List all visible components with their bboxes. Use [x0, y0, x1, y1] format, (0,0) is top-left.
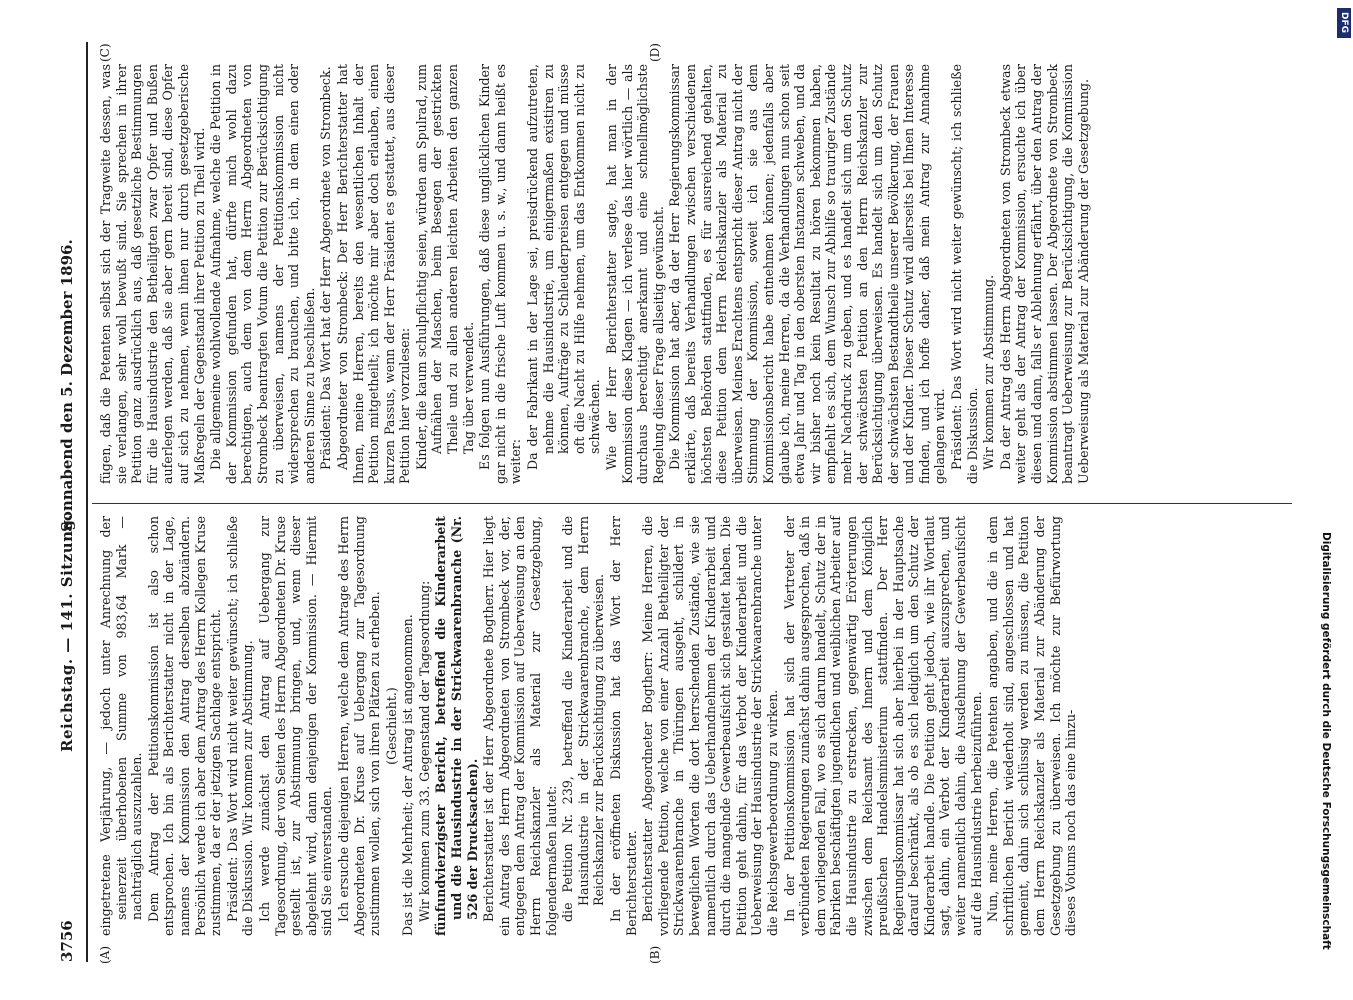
margin-marker-c: (C)	[98, 43, 112, 62]
left-column	[98, 516, 1080, 936]
paragraph: Da der Antrag des Herrn Abgeordneten von Strombeck etwas weiter geht als der Antrag der Kommission, ersuchte ich über diesen und dann, falls er Ablehnung erfährt, über den Antrag der Kommission abstimmen lassen. Der Abgeordnete von Strombeck beantragt Ueberweisung zur Berücksichtigung, die Kommission Ueberweisung als Material zur Abänderung der Gesetzgebung.	[997, 64, 1091, 484]
motion-text: die Petition Nr. 239, betreffend die Kinderarbeit und die Hausindustrie in der Strickwaarenbranche, dem Herrn Reichskanzler zur Berücksichtigung zu überweisen.	[560, 516, 607, 922]
paragraph: Wir kommen zum 33. Gegenstand der Tagesordnung:	[416, 580, 432, 922]
paragraph: Ich ersuche diejenigen Herren, welche dem Antrage des Herrn Abgeordneten Dr. Kruse auf Uebergang zur Tagesordnung zustimmen wollen, sich von ihren Plätzen zu erheben.	[335, 516, 383, 936]
paragraph: In der Petitionskommission hat sich der Vertreter der verbündeten Regierungen zunächst dahin ausgesprochen, daß in dem vorliegenden Fall, wo es sich darum handelt, Schutz der in Fabriken beschäftigten jugendlichen und weiblichen Arbeiter auf die Hausindustrie zu erstrecken, gegenwärtig Erörterungen zwischen dem Reichsamt des Innern und dem Königlich preußischen Handelsministerium stattfinden. Der Herr Regierungskommissar hat sich aber hierbei in der Hauptsache darauf beschränkt, als ob es sich lediglich um den Schutz der Kinderarbeit handle. Die Petition geht jedoch, wie ihr Wortlaut sagt, dahin, ein Verbot der Kinderarbeit auszusprechen, und weiter namentlich dahin, die Ausdehnung der Gewerbeaufsicht auf die Hausindustrie herbeizuführen.	[781, 516, 984, 936]
digitization-credit: Digitalisierung gefördert durch die Deutsche Forschungsgemeinschaft	[1320, 532, 1332, 950]
paragraph: fügen, daß die Petenten selbst sich der Tragweite dessen, was sie verlangen, sehr wohl bewußt sind. Sie sprechen in ihrer Petition ganz ausdrücklich aus, daß gesetzliche Bestimmungen für die Hausindustrie den Betheiligten zwar Opfer und Bußen auferlegen werden, daß sie aber gern bereit sind, diese Opfer auf sich zu nehmen, wenn ihnen nur durch gesetzgeberische Maßregeln der Gegenstand ihrer Petition zu Theil wird.	[98, 64, 207, 484]
right-column	[98, 64, 1092, 484]
margin-marker-b: (B)	[648, 945, 662, 964]
paragraph: Präsident: Das Wort wird nicht weiter gewünscht; ich schließe die Diskussion. Wir kommen zur Abstimmung.	[224, 516, 256, 936]
paragraph: eingetretene Verjährung, — jedoch unter Anrechnung der seinerzeit überhobenen Summe von 983,64 Mark — nachträglich auszuzahlen.	[98, 516, 145, 936]
dfg-logo: DFG	[1337, 8, 1351, 38]
page-title: Reichstag. — 141. Sitzung.	[58, 513, 76, 752]
paragraph: Abgeordneter von Strombeck: Der Herr Berichterstatter hat Ihnen, meine Herren, bereits den wesentlichen Inhalt der Petition mitgetheilt; ich möchte mir aber doch erlauben, einen kurzen Passus, wenn der Herr Präsident es gestattet, aus dieser Petition hier vorzulesen:	[334, 64, 413, 484]
paragraph: Präsident: Das Wort hat der Herr Abgeordnete von Strombeck.	[318, 66, 334, 470]
paragraph: Berichterstatter ist der Herr Abgeordnete Bogtherr. Hier liegt ein Antrag des Herrn Abgeordneten von Strombeck vor, der, entgegen dem Antrag der Kommission auf Ueberweisung an den Herrn Reichskanzler als Material zur Gesetzgebung, folgendermaßen lautet:	[481, 516, 559, 936]
margin-marker-d: (D)	[648, 43, 662, 62]
paragraph: Nun, meine Herren, die Petenten angaben, und die in dem schriftlichen Bericht wiederholt sind, angeschlossen und hat gemeint, dahin sich schlüssig werden zu müssen, die Petition dem Herrn Reichskanzler als Material zur Abänderung der Gesetzgebung zu überweisen. Ich möchte zur Befürwortung dieses Votums noch das eine hinzu-	[985, 516, 1079, 936]
paragraph: Das ist die Mehrheit; der Antrag ist angenommen.	[400, 614, 416, 936]
quoted-petition: Kinder, die kaum schulpflichtig seien, würden am Spulrad, zum Aufnähen der Maschen, beim Besegen der gestrickten Theile und zu allen anderen leichten Arbeiten den ganzen Tag über verwendet.	[413, 64, 476, 470]
paragraph: Die Kommission hat aber, da der Herr Regierungskommissar erklärte, daß bereits Verhandlungen zwischen verschiedenen höchsten Behörden stattfinden, es für ausreichend gehalten, diese Petition dem Herrn Reichskanzler als Material zu überweisen. Meines Erachtens entspricht dieser Antrag nicht der Stimmung der Kommission, soweit ich sie aus dem Kommissionsbericht habe entnehmen können; jedenfalls aber glaube ich, meine Herren, da die Verhandlungen nun schon seit etwa Jahr und Tag in den obersten Instanzen schweben, und da wir bisher noch kein Resultat zu hören bekommen haben, empfiehlt es sich, dem Wunsch zur Abhilfe so trauriger Zustände mehr Nachdruck zu geben, und es handelt sich um den Schutz der schwächsten Petition an den Herrn Reichskanzler zur Berücksichtigung überweisen. Es handelt sich um den Schutz der schwächsten Bestandtheile unserer Bevölkerung, der Frauen und der Kinder. Dieser Schutz wird allerseits bei Ihnen Interesse finden, und ich hoffe daher, daß mein Antrag zur Annahme gelangen wird.	[667, 64, 948, 484]
paragraph: Wir kommen zur Abstimmung.	[981, 274, 997, 470]
paragraph: Dem Antrag der Petitionskommission ist also schon entsprochen. Ich bin als Berichterstatter nicht in der Lage, namens der Kommission den Antrag derselben abzuändern. Persönlich werde ich aber dem Antrag des Herrn Kollegen Kruse zustimmen, da er der jetzigen Sachlage entspricht.	[145, 516, 224, 936]
running-head	[58, 42, 84, 962]
paragraph: Ich werde zunächst den Antrag auf Uebergang zur Tagesordnung, der von Seiten des Herrn Abgeordneten Dr. Kruse gestellt ist, zur Abstimmung bringen, und, wenn dieser abgelehnt wird, dann denjenigen der Kommission. — Hiermit sind Sie einverstanden.	[256, 516, 335, 936]
rotated-page	[58, 42, 1298, 962]
paragraph: Es folgen nun Ausführungen, daß diese unglücklichen Kinder gar nicht in die frische Luft kommen u. s. w., und dann heißt es weiter:	[477, 64, 524, 484]
quoted-petition: Da der Fabrikant in der Lage sei, preisdrückend aufzutreten, nehme die Hausindustrie, um einigermaßen existiren zu können, Aufträge zu Schleuderpreisen entgegen und müsse oft die Nacht zu Hilfe nehmen, um das Entkommen nicht zu schwächen.	[525, 64, 603, 470]
paragraph: Wie der Herr Berichterstatter sagte, hat man in der Kommission diese Klagen — ich verlese das hier wörtlich — als durchaus berechtigt anerkannt und eine schnellmöglichste Regelung dieser Frage allseitig gewünscht.	[604, 64, 666, 484]
page-number: 3756	[58, 920, 76, 962]
column-divider	[92, 503, 1292, 504]
paragraph: Die allgemeine wohlwollende Aufnahme, welche die Petition in der Kommission gefunden hat, dürfte mich wohl dazu berechtigen, auch dem von dem Herrn Abgeordneten von Strombeck beantragten Votum die Petition zur Berücksichtigung zu überweisen, namens der Petitionskommission nicht widersprechen zu brauchen, und bitte ich, in dem einen oder anderen Sinne zu beschließen.	[208, 64, 317, 484]
header-rule	[86, 42, 88, 962]
paragraph: Berichterstatter Abgeordneter Bogtherr: Meine Herren, die vorliegende Petition, welche von einer Anzahl Betheiligter der Strickwaarenbranche in Thüringen ausgeht, schildert in beweglichen Worten die dort herrschenden Zustände, wie sie namentlich durch das Ueberhandnehmen der Kinderarbeit und durch die mangelnde Gewerbeaufsicht sich gestaltet haben. Die Petition geht dahin, für das Verbot der Kinderarbeit und die Ueberweisung der Hausindustrie der Strickwaarenbranche unter die Reichsgewerbeordnung zu wirken.	[640, 516, 780, 936]
session-date: Sonnabend den 5. Dezember 1896.	[58, 239, 76, 532]
agenda-item-title: fünfundvierzigster Bericht, betreffend die Kinderarbeit und die Hausindustrie in der Strickwaarenbranche (Nr. 526 der Drucksachen).	[433, 516, 480, 936]
paragraph: Präsident: Das Wort wird nicht weiter gewünscht; ich schließe die Diskussion.	[949, 64, 980, 484]
paragraph: (Geschieht.)	[383, 687, 399, 765]
margin-marker-a: (A)	[98, 945, 112, 964]
paragraph: In der eröffneten Diskussion hat das Wort der Herr Berichterstatter.	[608, 516, 639, 936]
